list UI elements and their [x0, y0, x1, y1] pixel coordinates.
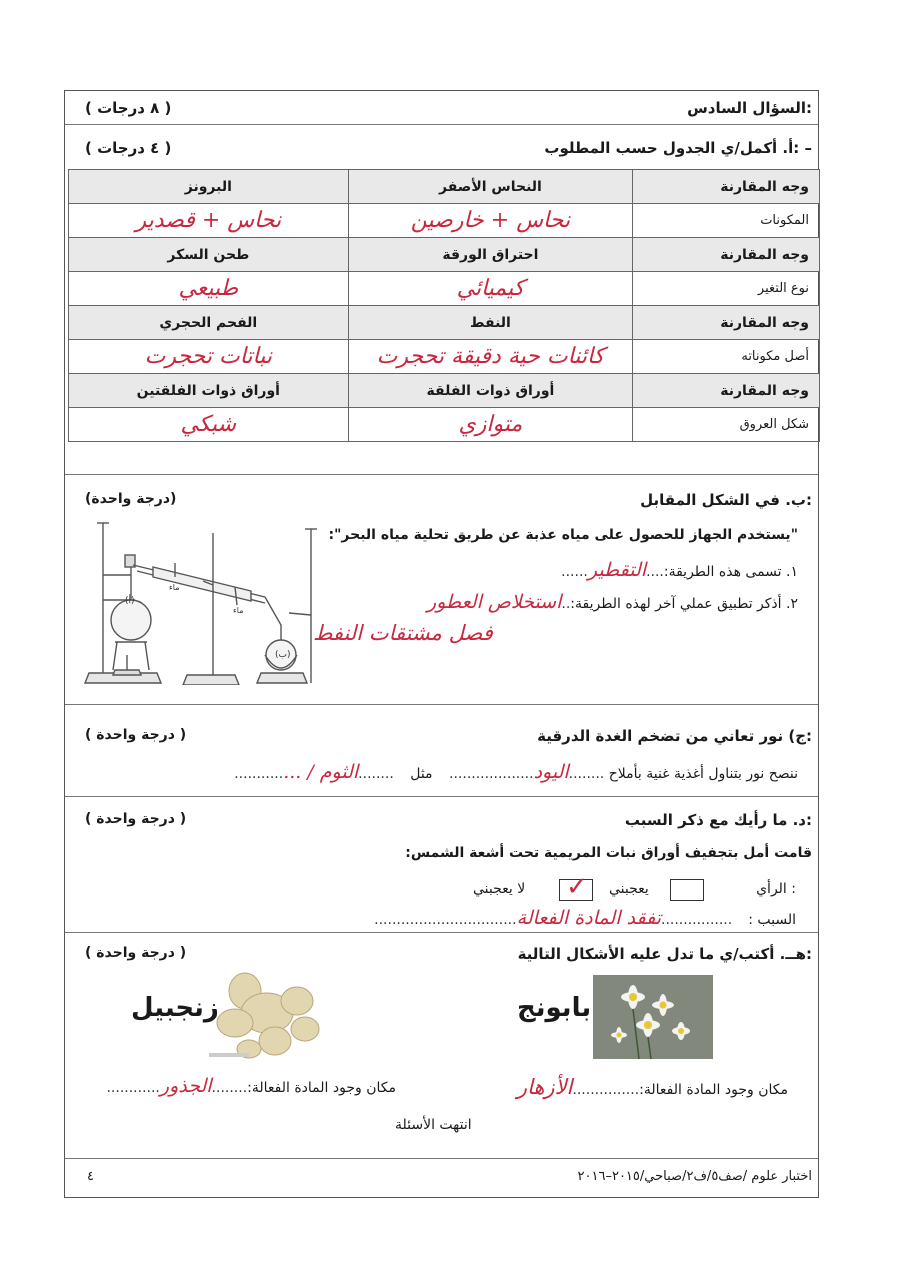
- question-title: السؤال السادس:: [687, 99, 812, 117]
- dots: ...................: [449, 766, 534, 782]
- cell-col2-header: الفحم الحجري: [69, 306, 349, 340]
- item-2-label: ٢. أذكر تطبيق عملي آخر لهذه الطريقة:: [570, 596, 798, 612]
- dots: ........: [211, 1080, 248, 1096]
- handwritten-answer: الأزهار: [516, 1075, 573, 1099]
- dots: ............: [106, 1080, 160, 1096]
- part-b-prompt: "يستخدم الجهاز للحصول على مياه عذبة عن طريق تحلية مياه البحر":: [328, 527, 798, 543]
- part-b-title: ب. في الشكل المقابل:: [640, 491, 812, 509]
- location-label: مكان وجود المادة الفعالة:: [639, 1082, 788, 1098]
- table-row-header: [69, 306, 820, 340]
- table-row-header: [69, 238, 820, 272]
- item-1-label: ١. تسمى هذه الطريقة:: [663, 564, 798, 580]
- handwritten-answer: تفقد المادة الفعالة: [516, 907, 661, 929]
- reason-label: السبب :: [748, 912, 796, 928]
- cell-answer-2: [69, 272, 349, 306]
- dots: ................: [661, 912, 733, 928]
- handwritten-answer: فصل مشتقات النفط: [313, 621, 493, 645]
- page-number: ٤: [87, 1169, 94, 1184]
- like-checkbox[interactable]: [670, 879, 704, 901]
- dots: ........: [568, 766, 605, 782]
- handwritten-answer: كائنات حية دقيقة تحجرت: [376, 344, 605, 369]
- cell-col2-header: البرونز: [69, 170, 349, 204]
- like-option-label: يعجبني: [609, 881, 649, 897]
- cell-answer-1: [348, 340, 633, 374]
- dots: ........: [358, 766, 394, 782]
- part-b-item-1: [561, 559, 798, 581]
- dislike-checkbox[interactable]: [559, 872, 593, 902]
- ginger-location-line: [106, 1075, 396, 1097]
- check-mark-icon: ✓: [566, 872, 588, 902]
- cell-col1-header: النفط: [348, 306, 633, 340]
- example-word: مثل: [410, 766, 433, 782]
- chamomile-name: بابونج: [517, 993, 592, 1023]
- handwritten-answer: شبكي: [180, 412, 237, 437]
- dislike-option-label: لا يعجبني: [473, 881, 526, 897]
- handwritten-answer: كيميائي: [456, 276, 525, 301]
- page-footer: [65, 1159, 818, 1199]
- part-c-sentence: [234, 761, 798, 783]
- opinion-label: الرأي :: [756, 881, 796, 897]
- table-row-answer: [69, 272, 820, 306]
- water-label-1: ماء: [169, 583, 180, 592]
- part-d-section: [65, 797, 818, 933]
- part-a-marks: ( ٤ درجات ): [85, 139, 172, 157]
- cell-answer-1: [348, 272, 633, 306]
- distillation-apparatus-figure: [75, 505, 337, 685]
- handwritten-answer: التقطير: [587, 559, 647, 581]
- part-h-section: [65, 933, 818, 1159]
- question-marks: ( ٨ درجات ): [85, 99, 172, 117]
- cell-answer-1: [348, 204, 633, 238]
- part-a-title: أ. أكمل/ي الجدول حسب المطلوب: –: [544, 139, 812, 157]
- cell-answer-2: [69, 340, 349, 374]
- part-a-section: [65, 125, 818, 475]
- dots: ...............: [572, 1082, 640, 1098]
- table-row-header: [69, 170, 820, 204]
- cell-header: وجه المقارنة: [633, 170, 820, 204]
- handwritten-answer: الثوم / ...: [283, 761, 359, 783]
- sentence-start: ننصح نور بتناول أغذية غنية بأملاح: [608, 766, 798, 782]
- cell-col1-header: احتراق الورقة: [348, 238, 633, 272]
- part-b-marks: (درجة واحدة): [85, 491, 177, 507]
- cell-header: وجه المقارنة: [633, 238, 820, 272]
- cell-row-label: نوع التغير: [633, 272, 820, 306]
- table-row-answer: [69, 204, 820, 238]
- part-c-title: ج) نور تعاني من تضخم الغدة الدرقية:: [537, 727, 812, 745]
- part-c-section: [65, 705, 818, 797]
- cell-col2-header: طحن السكر: [69, 238, 349, 272]
- chamomile-image: [593, 975, 713, 1059]
- handwritten-answer: متوازي: [458, 412, 523, 437]
- cell-answer-1: [348, 408, 633, 442]
- table-row-answer: [69, 340, 820, 374]
- part-b-section: [65, 475, 818, 705]
- handwritten-answer: الجذور: [159, 1075, 212, 1097]
- cell-row-label: شكل العروق: [633, 408, 820, 442]
- exam-page: [64, 90, 819, 1198]
- cell-row-label: أصل مكوناته: [633, 340, 820, 374]
- cell-answer-2: [69, 408, 349, 442]
- handwritten-answer: طبيعي: [178, 276, 239, 301]
- handwritten-answer: نباتات تحجرت: [144, 344, 272, 369]
- table-row-header: [69, 374, 820, 408]
- part-h-marks: ( درجة واحدة ): [85, 945, 187, 961]
- question-6-header: [65, 91, 818, 125]
- exam-info: اختبار علوم /صف٥/ف٢/صباحي/٢٠١٥–٢٠١٦: [577, 1169, 812, 1184]
- handwritten-answer: اليود: [533, 761, 569, 783]
- cell-col2-header: أوراق ذوات الفلقتين: [69, 374, 349, 408]
- cell-col1-header: أوراق ذوات الفلقة: [348, 374, 633, 408]
- dots: ..: [561, 596, 571, 612]
- cell-row-label: المكونات: [633, 204, 820, 238]
- dots: ................................: [374, 912, 517, 928]
- dots: ...........: [234, 766, 284, 782]
- label-b: (ب): [275, 650, 291, 660]
- end-of-questions: انتهت الأسئلة: [395, 1117, 472, 1133]
- dots: ......: [561, 564, 588, 580]
- chamomile-location-line: [517, 1075, 788, 1099]
- handwritten-answer: نحاس + خارصين: [410, 208, 571, 233]
- part-b-item-2: [427, 591, 798, 613]
- ginger-image: [205, 963, 327, 1063]
- label-a: (أ): [125, 596, 135, 606]
- handwritten-answer: نحاس + قصدير: [135, 208, 282, 233]
- cell-header: وجه المقارنة: [633, 374, 820, 408]
- comparison-table: [68, 169, 820, 442]
- part-c-marks: ( درجة واحدة ): [85, 727, 187, 743]
- water-label-2: ماء: [233, 606, 244, 615]
- ginger-name: زنجبيل: [131, 993, 219, 1023]
- reason-line: [374, 907, 796, 929]
- part-d-title: د. ما رأيك مع ذكر السبب:: [624, 811, 812, 829]
- location-label: مكان وجود المادة الفعالة:: [247, 1080, 396, 1096]
- part-d-marks: ( درجة واحدة ): [85, 811, 187, 827]
- part-h-title: هــ. أكتب/ي ما تدل عليه الأشكال التالية:: [517, 945, 812, 963]
- part-d-statement: قامت أمل بتجفيف أوراق نبات المريمية تحت أشعة الشمس:: [405, 845, 812, 861]
- dots: ....: [646, 564, 664, 580]
- cell-header: وجه المقارنة: [633, 306, 820, 340]
- handwritten-answer: استخلاص العطور: [427, 591, 562, 613]
- cell-answer-2: [69, 204, 349, 238]
- cell-col1-header: النحاس الأصفر: [348, 170, 633, 204]
- table-row-answer: [69, 408, 820, 442]
